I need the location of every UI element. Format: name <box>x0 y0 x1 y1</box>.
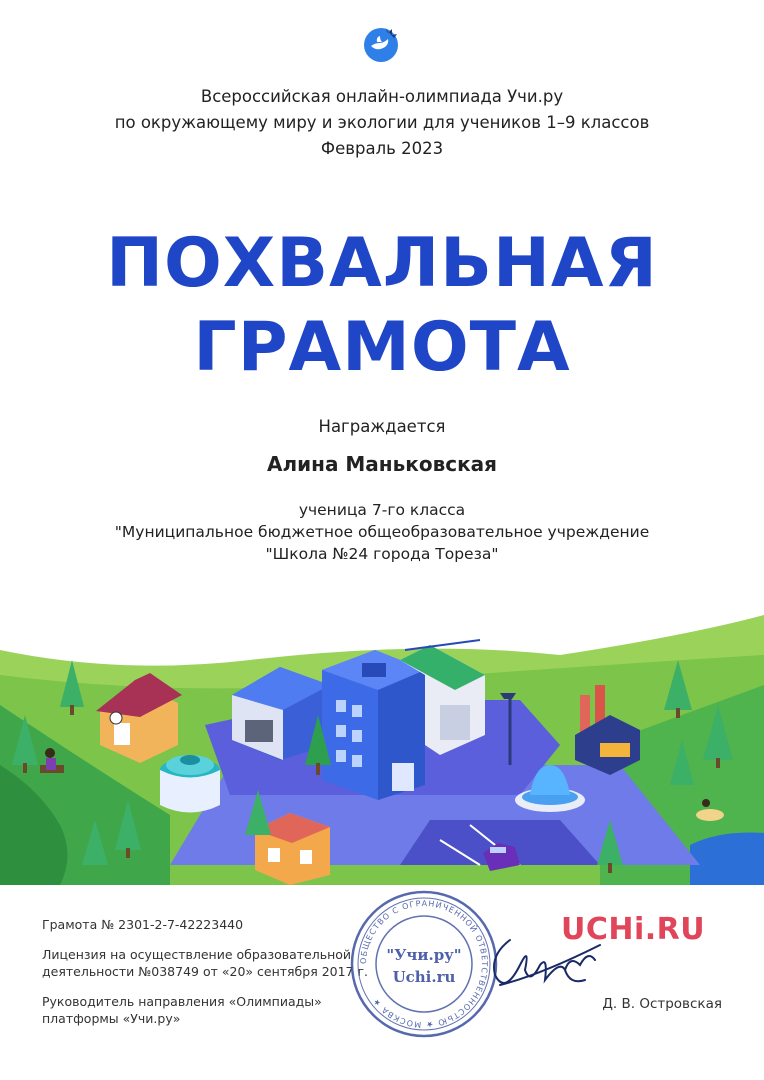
stamp-ring-text: ОБЩЕСТВО С ОГРАНИЧЕННОЙ ОТВЕТСТВЕННОСТЬЮ ★ МОСКВА ★ <box>358 898 490 1030</box>
license-info <box>42 946 368 980</box>
stamp-center-line-1: "Учи.ру" <box>386 946 462 964</box>
certificate-title <box>0 222 764 390</box>
header-line-3: Февраль 2023 <box>320 139 444 158</box>
license-line-1: Лицензия на осуществление образовательной <box>42 947 352 962</box>
head-line-2: платформы «Учи.ру» <box>42 1011 181 1026</box>
awarded-label: Награждается <box>318 417 446 436</box>
stamp-center-line-2: Uchi.ru <box>392 968 456 986</box>
school-line-2: "Школа №24 города Тореза" <box>265 545 499 563</box>
city-illustration-icon <box>0 615 764 885</box>
header-line-1: Всероссийская онлайн-олимпиада Учи.ру <box>200 87 564 106</box>
head-info <box>42 993 368 1027</box>
certificate-number: Грамота № 2301-2-7-42223440 <box>42 917 244 932</box>
uchi-ru-brand-logo: UCHi.RU <box>561 912 706 947</box>
footer-info <box>42 916 368 1040</box>
olympiad-header <box>0 84 764 162</box>
license-line-2: деятельности №038749 от «20» сентября 2017 г. <box>42 964 369 979</box>
signer-name: Д. В. Островская <box>602 996 722 1012</box>
title-line-1: ПОХВАЛЬНАЯ <box>106 224 658 303</box>
grade-text: ученица 7-го класса <box>298 501 466 519</box>
title-line-2: ГРАМОТА <box>193 308 571 387</box>
bird-logo-icon <box>361 24 401 64</box>
recipient-details <box>0 499 764 565</box>
head-line-1: Руководитель направления «Олимпиады» <box>42 994 322 1009</box>
recipient-name: Алина Маньковская <box>266 452 498 476</box>
header-line-2: по окружающему миру и экологии для учеников 1–9 классов <box>114 113 650 132</box>
school-line-1: "Муниципальное бюджетное общеобразовательное учреждение <box>114 523 650 541</box>
